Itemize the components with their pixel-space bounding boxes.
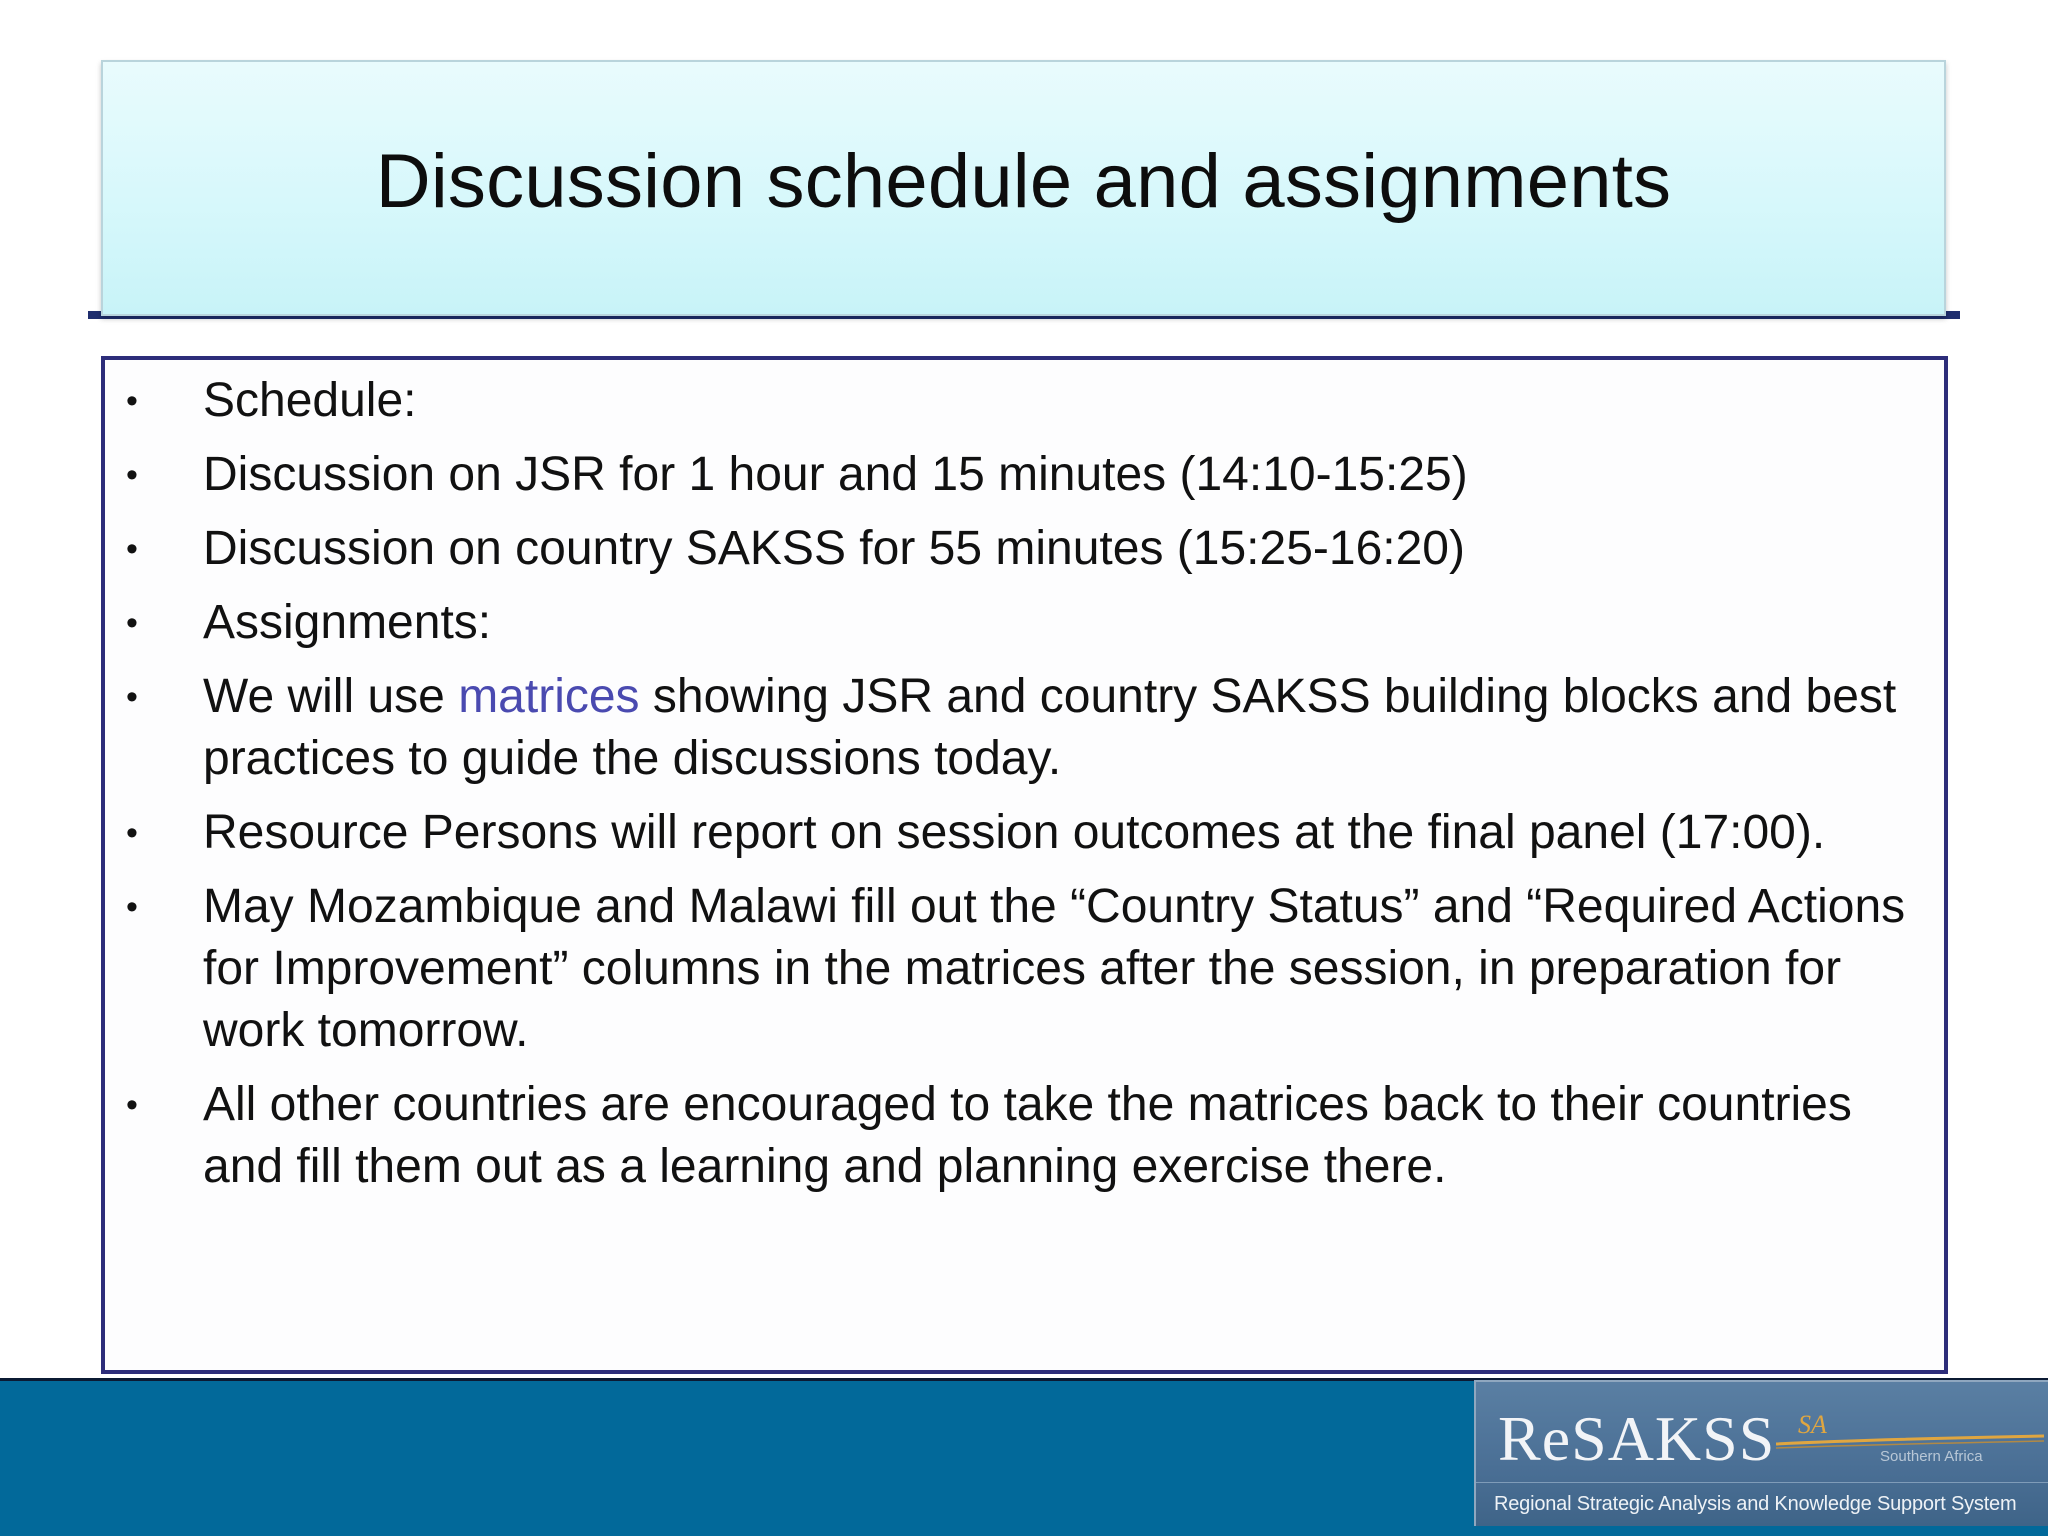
bullet-item-mozambique-malawi xyxy=(105,876,1945,1062)
bullet-text-suffix: showing JSR and country SAKSS building blocks and best practices to guide the discussions today. xyxy=(203,670,1897,785)
bullet-text: May Mozambique and Malawi fill out the “Country Status” and “Required Actions for Improvement” columns in the matrices after the session, in preparation for work tomorrow. xyxy=(203,880,1906,1057)
bullet-icon: • xyxy=(126,604,138,642)
bullet-icon: • xyxy=(126,456,138,494)
bullet-item-assignments xyxy=(105,592,1945,654)
bullet-icon: • xyxy=(126,382,138,420)
bullet-text: Discussion on country SAKSS for 55 minutes (15:25-16:20) xyxy=(203,522,1465,575)
bullet-item-resource-persons xyxy=(105,802,1945,864)
resakss-logo xyxy=(1474,1380,2048,1526)
logo-region: Southern Africa xyxy=(1880,1448,1983,1465)
bullet-item-jsr-discussion xyxy=(105,444,1945,506)
bullet-icon: • xyxy=(126,678,138,716)
bullet-icon: • xyxy=(126,1086,138,1124)
bullet-item-matrices xyxy=(105,666,1945,790)
bullet-text: Resource Persons will report on session outcomes at the final panel (17:00). xyxy=(203,806,1826,859)
bullet-icon: • xyxy=(126,888,138,926)
bullet-text: All other countries are encouraged to take the matrices back to their countries and fill them out as a learning and planning exercise there. xyxy=(203,1078,1852,1193)
bullet-list xyxy=(105,370,1945,1210)
logo-tagline: Regional Strategic Analysis and Knowledge Support System xyxy=(1494,1493,2017,1515)
content-panel xyxy=(101,356,1948,1374)
bullet-item-schedule xyxy=(105,370,1945,432)
bullet-text: Discussion on JSR for 1 hour and 15 minutes (14:10-15:25) xyxy=(203,448,1468,501)
bullet-icon: • xyxy=(126,530,138,568)
bullet-text: Schedule: xyxy=(203,374,417,427)
logo-name: ReSAKSS xyxy=(1498,1403,1776,1474)
bullet-text-prefix: We will use xyxy=(203,670,459,723)
logo-divider xyxy=(1476,1482,2048,1483)
title-banner xyxy=(101,60,1946,316)
bullet-icon: • xyxy=(126,814,138,852)
logo-superscript: SA xyxy=(1798,1410,1827,1439)
slide-title: Discussion schedule and assignments xyxy=(375,138,1672,224)
bullet-item-other-countries xyxy=(105,1074,1945,1198)
matrices-link[interactable]: matrices xyxy=(458,670,640,723)
bullet-text: Assignments: xyxy=(203,596,492,649)
bullet-item-sakss-discussion xyxy=(105,518,1945,580)
